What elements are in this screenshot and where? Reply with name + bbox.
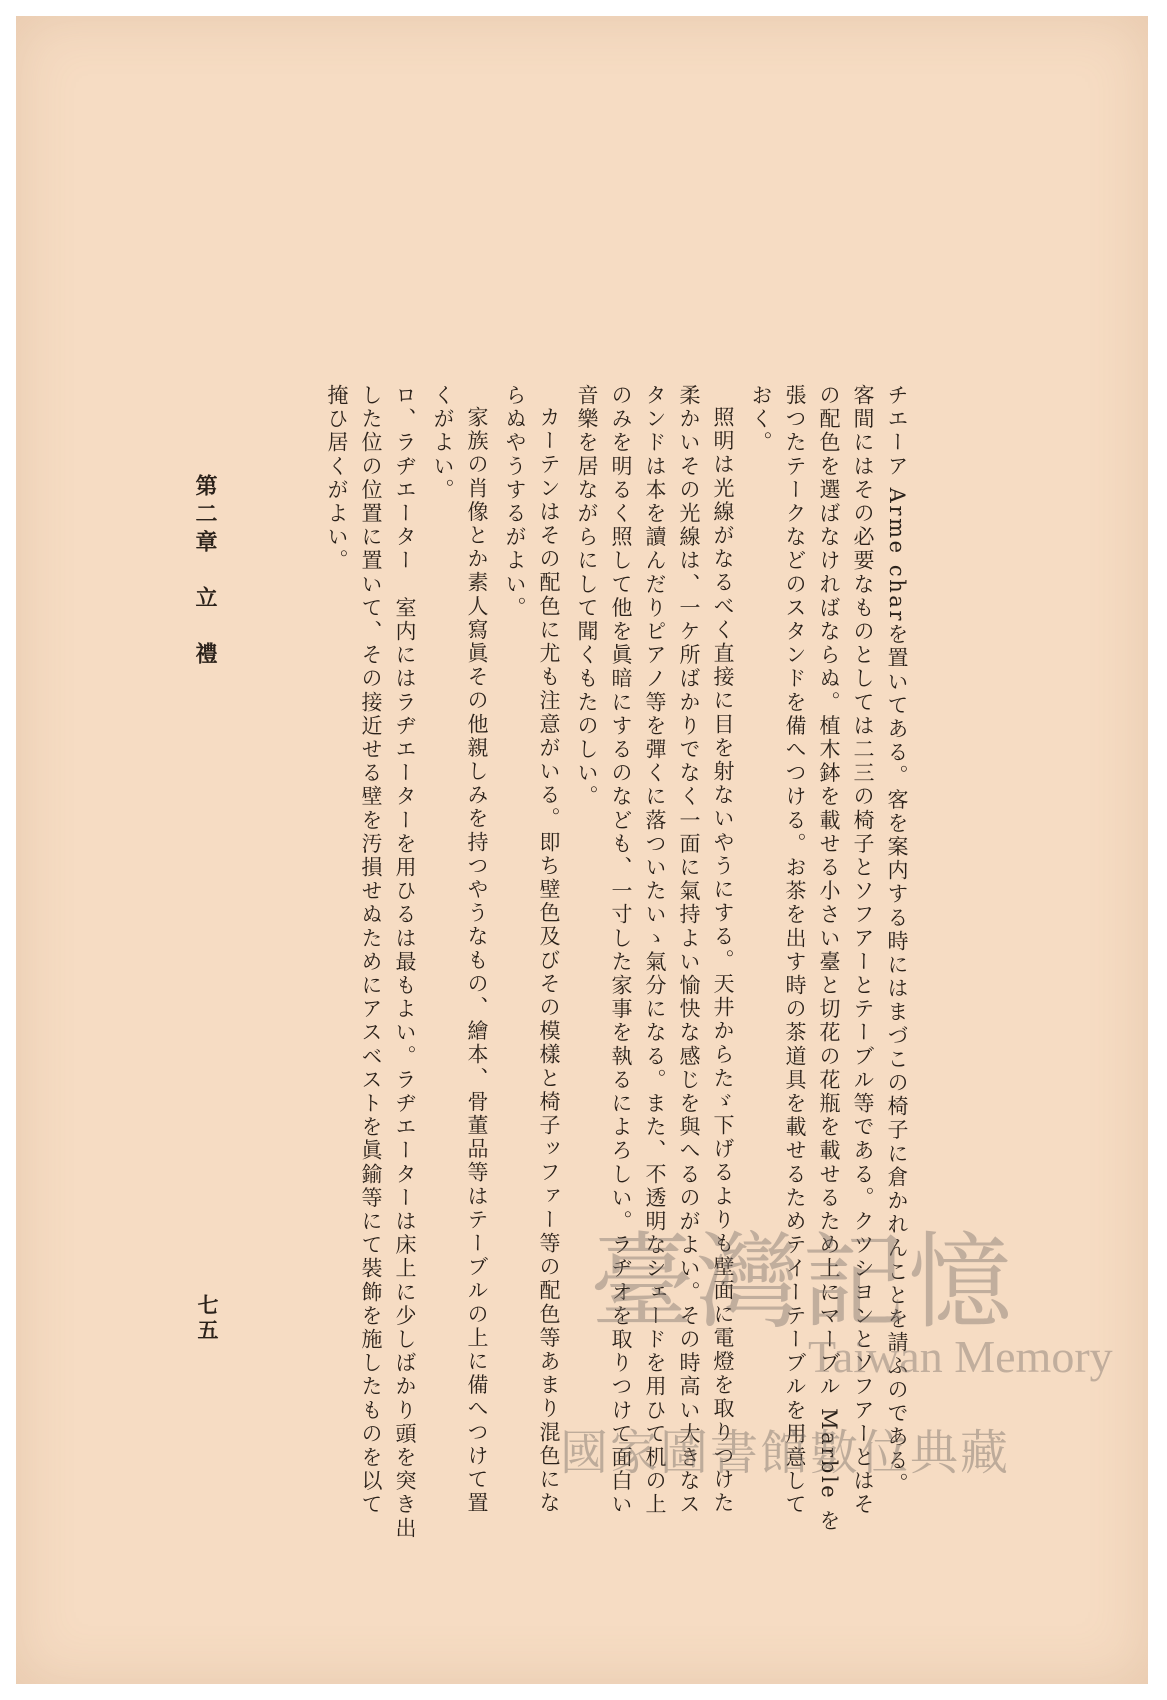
text-line: した位の位置に置いて、その接近せる壁を汚損せぬためにアスベストを眞鍮等にて裝飾を施したものを以て — [359, 384, 383, 1517]
watermark-logo: 臺灣記憶 — [590, 1221, 1015, 1343]
watermark-english: Taiwan Memory — [808, 1331, 1113, 1382]
text-line: くがよい。 — [431, 384, 455, 502]
watermark-library: 國家圖書館數位典藏 — [560, 1425, 1011, 1481]
text-line: のみを明るく照して他を眞暗にするのなども、一寸した家事を執るによろしい。ラヂオを取りつけて面白い — [609, 384, 633, 1517]
text-line: の配色を選ばなければならぬ。植木鉢を載せる小さい臺と切花の花瓶を載せるため上にマーブル Marble を — [817, 384, 841, 1534]
text-line: 柔かいその光線は、一ケ所ばかりでなく一面に氣持よい愉快な感じを與へるのがよい。その時高い大きなス — [677, 384, 701, 1517]
text-line: タンドは本を讀んだりピアノ等を彈くに落ついたいゝ氣分になる。また、不透明なシェードを用ひて机の上 — [643, 384, 667, 1517]
text-line: 客間にはその必要なものとしては二三の椅子とソフアーとテーブル等である。クツシヨンとソフアーとはそ — [851, 384, 875, 1517]
page-number: 七五 — [195, 1294, 220, 1344]
text-line: 音樂を居ながらにして聞くもたのしい。 — [575, 384, 599, 809]
text-line: 掩ひ居くがよい。 — [325, 384, 349, 573]
text-line: らぬやうするがよい。 — [503, 384, 527, 620]
text-line: おく。 — [749, 384, 773, 455]
text-line: 家族の肖像とか素人寫眞その他親しみを持つやうなもの、繪本、骨董品等はテーブルの上に備へつけて置 — [465, 406, 489, 1516]
text-line: 照明は光線がなるべく直接に目を射ないやうにする。天井からたゞ下げるよりも壁面に電燈を取りつけた — [711, 406, 735, 1516]
text-line: 張つたテークなどのスタンドを備へつける。お茶を出す時の茶道具を載せるためテイーテーブルを用意して — [783, 384, 807, 1517]
chapter-heading: 第二章 立 禮 — [192, 474, 218, 670]
text-line: カーテンはその配色に尤も注意がいる。即ち壁色及びその模樣と椅子ッファー等の配色等あまり混色にな — [537, 406, 561, 1516]
text-line: ロ、ラヂエーター 室内にはラヂエーターを用ひるは最もよい。ラヂエーターは床上に少しばかり頭を突き出 — [393, 384, 417, 1541]
text-line: チエーア Arme charを置いてある。客を案内する時にはまづこの椅子に倉かれんことを請ふのである。 — [885, 384, 909, 1497]
